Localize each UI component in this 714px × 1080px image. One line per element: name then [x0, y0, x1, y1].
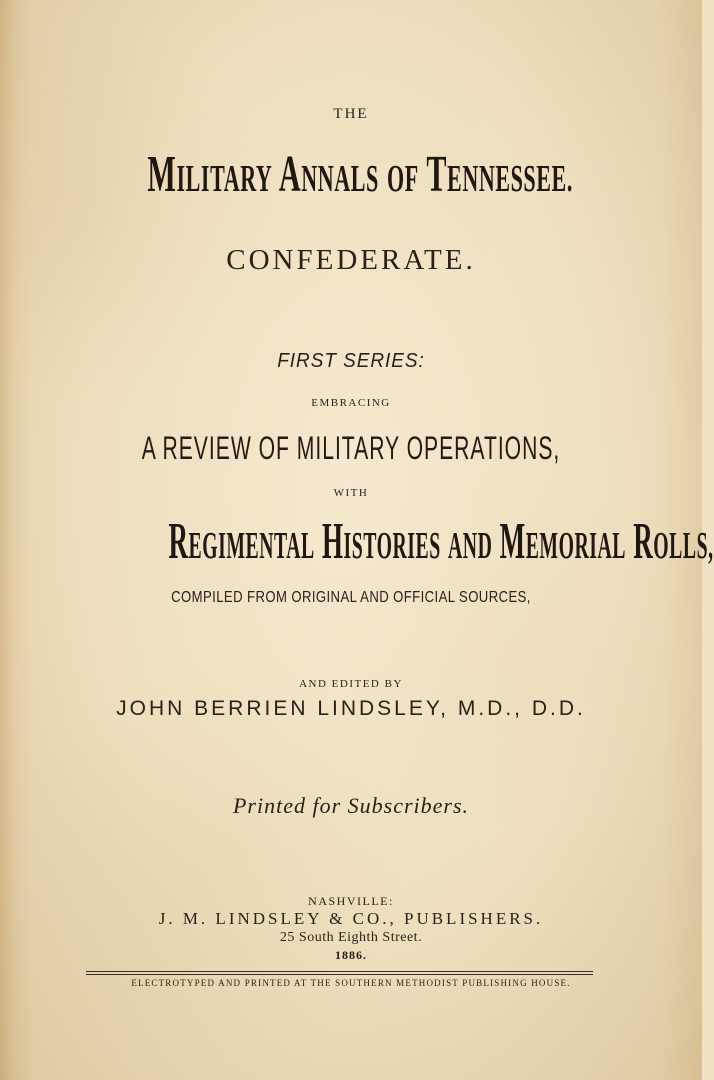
- histories-line: [168, 512, 714, 571]
- title-word-rest: EGIMENTAL: [188, 525, 315, 567]
- title-word-rest: OLLS: [653, 525, 709, 567]
- publisher-name: J. M. LINDSLEY & CO., PUBLISHERS.: [158, 909, 544, 928]
- review-line: A REVIEW OF MILITARY OPERATIONS,: [141, 430, 561, 466]
- double-rule-divider: [86, 971, 593, 975]
- with-label: WITH: [333, 487, 369, 499]
- title-word-rest: NNALS: [301, 158, 379, 200]
- title-word-initial: R: [168, 513, 189, 570]
- title-word: OF: [386, 158, 419, 200]
- title-word-initial: M: [499, 513, 526, 570]
- printer-note: ELECTROTYPED AND PRINTED AT THE SOUTHERN METHODIST PUBLISHING HOUSE.: [131, 978, 571, 988]
- title-prefix: THE: [333, 106, 369, 122]
- title-word-initial: H: [322, 513, 344, 570]
- title-punctuation: .: [566, 158, 573, 200]
- title-word-rest: ENNESSEE: [447, 158, 567, 200]
- title-word-rest: EMORIAL: [525, 525, 626, 567]
- embracing-label: EMBRACING: [311, 397, 391, 409]
- book-title: [147, 145, 573, 204]
- edited-by-label: AND EDITED BY: [299, 678, 403, 690]
- publisher-address: 25 South Eighth Street.: [279, 930, 423, 945]
- title-word-initial: T: [426, 146, 448, 203]
- printed-for-line: Printed for Subscribers.: [232, 793, 470, 818]
- title-word-initial: R: [633, 513, 654, 570]
- title-word: AND: [448, 525, 493, 567]
- title-word-rest: ILITARY: [176, 158, 273, 200]
- title-word-rest: ISTORIES: [343, 525, 441, 567]
- compiled-line: COMPILED FROM ORIGINAL AND OFFICIAL SOURCES,: [171, 589, 531, 606]
- title-punctuation: ,: [708, 525, 714, 567]
- publication-place: NASHVILLE:: [308, 894, 394, 908]
- series-label: FIRST SERIES:: [277, 350, 425, 372]
- publication-year: 1886.: [335, 948, 367, 962]
- author-name: JOHN BERRIEN LINDSLEY, M.D., D.D.: [116, 697, 586, 720]
- title-word-initial: M: [147, 146, 177, 203]
- title-word-initial: A: [278, 146, 302, 203]
- subtitle: CONFEDERATE.: [226, 244, 476, 276]
